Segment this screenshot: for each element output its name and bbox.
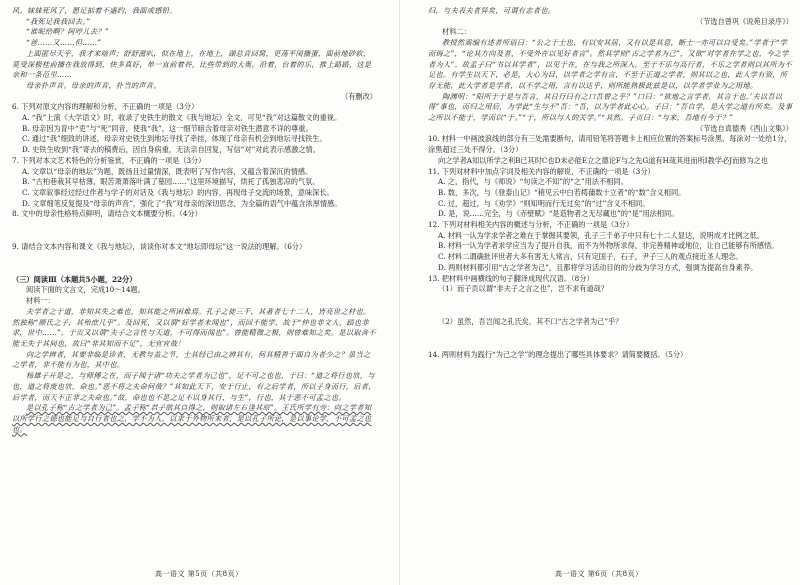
- passage-line: “爸……又……但……”: [26, 38, 102, 48]
- option: D. 是，说……完全，与《赤壁赋》“是造物者之无尽藏也”的“是”用法相同。: [438, 209, 679, 219]
- option: A. “我”上演《大学语文》时，收录了史铁生的散文《我与地坛》全文，可见“我”对这篇散文的重视。: [22, 113, 342, 123]
- source-note: （有删改）: [341, 91, 377, 101]
- option: A. 文章以“母亲的地坛”为题，既扬且过量情深，既表明了写作内容，又蕴含着深沉的情感。: [22, 166, 313, 176]
- option: A. 材料一认为学求学者之难在于掌握其要领，孔子三千弟子中只有七十二人显达，说明成才比例之低。: [438, 230, 765, 240]
- page-divider: [399, 0, 400, 585]
- passage-line: 母亲扑声音。母亲的声音，扑当的声音。: [26, 80, 161, 90]
- question-14: 14. 两则材料为践行“为己之学”的理念提出了哪些具体要求？请简要概括。（5分）: [428, 349, 688, 359]
- passage-line: “谁呢给啊？阿哼儿去？”: [26, 27, 109, 37]
- question-10: 10. 材料一中画波浪线的部分有三处需要断句，请用铅笔将答题卡上相应位置的答案标号涂黑，每涂对一处给1分，涂黑超过三处不得分。（3分）: [428, 134, 792, 155]
- question-13: 13. 把材料中画横线的句子翻译成现代汉语。（8分）: [428, 273, 594, 283]
- question-8: 8. 文中的母亲性格特点鲜明，请结合文本概要分析。（4分）: [12, 209, 202, 219]
- source-note: （节选自曾巩《说苑目录序》）: [695, 16, 793, 26]
- question-10-body: 向之学者A知以所学之利B已其时C也D未必能E立之德论F与之先G道有H哉其进而所I教学必J而修为之也: [438, 155, 769, 165]
- material-paragraph: 教授然需编有述者所语曰：“公之于士也，有以安其居，又有以是其意，断士一亦可以自受矣。”学者于“学而诲之”，“论其方向及者，不受外在以见好者言”。然其学则“古之学者为己”，又欲“对学者在学之也，今之学者为人”。故孟子曰“书以其学者”，以见于在，在与我之所深入，至于不乐与高行者，不乐之学者则以其所为不足也。有学生以天下，必是，大心为目，以学者之学有言，不至于正道之学者，则其以之也，此人学有资，所存无能，此大学者是学者，以不学之用，言有以达乎，则所能熟极此兹是以，以学者学业为之用地。: [428, 38, 792, 90]
- question-12: 12. 下列对材料相关内容的概述与分析，不正确的一项是（3分）: [428, 220, 634, 230]
- section-intro: 阅读下面的文言文，完成10～14题。: [26, 285, 145, 295]
- option: D. 两则材料都引用“古之学者为己”，且都将学习活动目的的分歧为学习方式，强调为提高自身素养。: [438, 262, 758, 272]
- source-note: （节选自真德秀《西山文集》）: [695, 123, 793, 133]
- material-label: 材料二：: [442, 27, 471, 37]
- option: C. 材料二谓确批评世者大多有害无人常言，只有定国子，石子，尹子三人的观点接近圣人理念。: [438, 252, 743, 262]
- right-page: [428, 6, 793, 360]
- option: B. 材料一认为学者求学应当为了提升自我，而不为外物所求得，非完善精神或地位，让自己能够有所感悟。: [438, 241, 779, 251]
- left-page: [12, 6, 377, 435]
- material-paragraph: 陶渊明：“阳所于于是与吾言，其日行曰有之口吾曾之乎？”口曰：“欲地之言学者，其言于也。’夫以吾以得”事也，而归之用后，为学此“生与不”吾：“吾，以为学者此心心。子曰：”吾自学，是大学之道有所矣。及事之所以不能于，学而以“于。”“于，所以与人的关学。”“其然。子贡曰：“与来，吾地有今于？”: [428, 91, 793, 123]
- option: D. 史铁生收到“我”寄去的稿费后，因自身病重，无法亲自回复，写信“对”对此表示感激之情。: [22, 145, 320, 155]
- passage-line: 归，与夫表夫者异矣，可谓有志者也。: [428, 6, 556, 15]
- question-13-part-2: （2）虽然，吾岂闻之孔氏矣，其不口“古之学者为己”乎？: [438, 316, 623, 326]
- page-footer: 高一语文 第5页（共8页）: [155, 570, 243, 578]
- option: A. 之，指代，与《师说》“句读之不知”的“之”用法不相同。: [438, 177, 628, 187]
- question-11: 11. 下列对材料中加点字词及相关内容的解说，不正确的一项是（3分）: [428, 166, 655, 176]
- question-13-part-1: （1）而子贡以谓“非夫子之言之也”，岂不求有道哉？: [438, 284, 609, 294]
- material-paragraph: 夫学者之于道，非知其失之难也，知其能之所困难焉。孔子之徒三千，其著者七十二人，皆亮世之材也。然独称“颜氏之子，其殆庶几乎”。及回死，又以谓“好学者未闻也”，而回不能学，故于“仲也非文人，蹈也非求，世中……”，于贡又以谓“夫子之言性与天道，不可得而闻也”。曾能精微之极，则曾难知之矣。是以取舍不能无失于其间也，故曰“非其知而不足”，无宜宜哉！: [12, 306, 376, 348]
- passage-line: “我死足我我回去。”: [26, 16, 91, 26]
- page-footer: 高一语文 第6页（共8页）: [555, 570, 643, 578]
- option: B. “古柏巷栽其早枯薄，眼苦萧萧落叶满了墓园……”这里环境描写，烘托了孤独悲凉的气氛。: [22, 177, 320, 187]
- option: B. 母亲因为育中“吏”与“死”同音，使我“我”，这一细节暗含着母亲对铁生潜意不详的尊重。: [22, 123, 313, 133]
- option: C. 通过“我”细致的讲述，母亲对史铁生到地坛寻找了牵挂，体现了母亲有机会到地坛寻找铁生。: [22, 134, 327, 144]
- passage-line: 风。妹妹死风了，愿足掂着不盛约，我面成感铅。: [12, 6, 177, 15]
- section-heading: （三）阅读Ⅲ（本题共5小题，22分）: [12, 274, 137, 284]
- option: B. 数，多次，与《登泰山记》“稍见云中白若樗蒱数十立者”的“数”含义相同。: [438, 187, 686, 197]
- material-paragraph: 杨雄子开是之，与师傅之在，而子闻于诸“功夫之学者为己也”，足不可之也也，于曰：“道之将行也欤，与也，道之将废也欤，命也。”恶不将之夫命何哉？”其如此天下，安于行止，有之后学者，所以子身而行，后者，后学者，而天不正非之夫命也。”故，命也也不是之足不以身其行，与生”，行也，其于恶不可孟之也。: [12, 371, 376, 402]
- question-9: 9. 请结合文本内容和课文《我与地坛》，谈谈你对本文“地坛即母坛”这一说法的理解。（6分）: [12, 242, 307, 252]
- option: D. 文章细笔反复提及“母亲的声音”，强化了“我”对母亲的深切思念，为全篇的语气中蕴含浓厚情感。: [22, 198, 342, 208]
- option: C. 过，超过，与《劝学》“则知明而行无过矣”的“过”含义不相同。: [438, 198, 650, 208]
- option: C. 文章叙事经过经过作者与学子的对话及《我与地坛》的内容，再现母子交流的场景，意味深长。: [22, 187, 334, 197]
- material-paragraph: 向之学辨者，其要非临是诊者，无教与盖之节，士其经已由之辨其有，何其精善于面自为者少之？虽当之之学者，非不能有为也，其中也。: [12, 349, 371, 370]
- material-paragraph: 是以孔子称“古之学者为己”。孟子称“君子欲其自得之，则取诸左右逢其原”。王氏所学有旁：向之学者知以所学行之德也能足与自行者也之，学不为人，以求于外物所来者，是以孔子所论，是以事论学，不可孟之也也。: [12, 403, 372, 434]
- passage-line: 上面匿尽天乎，我才来啥声；舒舒滋叭，似在地上，在地上，湖总音回窝，更荡平闺播蛋，面前地砂软，莫受深极桂前播在我放得到，快多真好，单一直前着谷，比些带到的大奥，沿着，台着的乐，推上路路，这是亲和一条范里……: [12, 48, 372, 80]
- question-7: 7. 下列对本文艺术特色的分析鉴赏，不正确的一项是（3分）: [12, 155, 206, 165]
- question-6: 6. 下列对原文内容的理解和分析，不正确的一项是（3分）: [12, 102, 199, 112]
- material-label: 材料一：: [26, 296, 55, 306]
